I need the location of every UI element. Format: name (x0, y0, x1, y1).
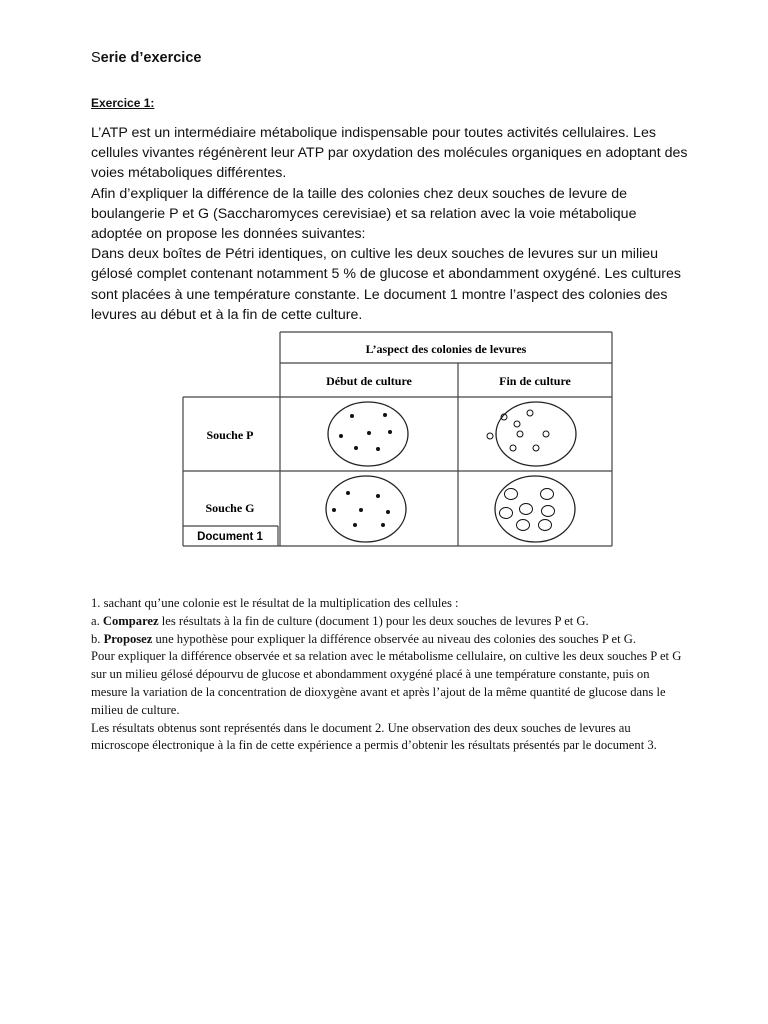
document-label: Document 1 (197, 531, 263, 543)
row-label-souche-g: Souche G (205, 501, 255, 515)
question-1b (91, 631, 683, 649)
question-1-intro: 1. sachant qu’une colonie est le résultat de la multiplication des cellules : (91, 596, 459, 610)
page-title (91, 50, 201, 66)
question-1b-prefix: b. (91, 631, 104, 646)
question-1a-prefix: a. (91, 613, 103, 628)
petri-dish-g-end (495, 476, 575, 542)
question-1a-verb: Comparez (102, 613, 159, 628)
results-paragraph: Les résultats obtenus sont représentés dans le document 2. Une observation des deux souches de levures au microscope électronique à la fin de cette expérience a permis d’obtenir les résultats présentés par le document 3. (91, 720, 657, 753)
figure-table-title: L’aspect des colonies de levures (365, 342, 527, 356)
column-header-start: Début de culture (326, 374, 412, 388)
question-1b-verb: Proposez (103, 631, 153, 646)
petri-dish-p-start (328, 402, 408, 466)
intro-text (91, 123, 691, 325)
intro-paragraph: Afin d’expliquer la différence de la taille des colonies chez deux souches de levure de boulangerie P et G (Saccharomyces cerevisiae) et sa relation avec la voie métabolique adoptée on propose les données suivantes: (91, 185, 637, 243)
questions-section (91, 595, 683, 755)
petri-dish-p-end (487, 402, 576, 466)
question-1a (91, 613, 683, 631)
row-label-souche-p: Souche P (206, 428, 254, 442)
question-1a-text: les résultats à la fin de culture (document 1) pour les deux souches de levures P et G. (158, 613, 589, 628)
question-1b-text: une hypothèse pour expliquer la différence observée au niveau des colonies des souches P et G. (152, 631, 636, 646)
experiment-paragraph: Pour expliquer la différence observée et sa relation avec le métabolisme cellulaire, on cultive les deux souches P et G sur un milieu gélosé dépourvu de glucose et abondamment oxygéné placé à une température constante, puis on mesure la variation de la concentration de dioxygène avant et après l’ajout de la même quantité de glucose dans le milieu de culture. (91, 649, 682, 717)
exercise-heading: Exercice 1: (91, 96, 155, 110)
intro-paragraph: L’ATP est un intermédiaire métabolique indispensable pour toutes activités cellulaires. Les cellules vivantes régénèrent leur ATP par oxydation des molécules organiques en adoptant des voies métaboliques différentes. (91, 125, 688, 182)
document-1-figure (180, 328, 616, 548)
petri-dish-g-start (326, 476, 406, 542)
column-header-end: Fin de culture (499, 374, 571, 388)
intro-paragraph: Dans deux boîtes de Pétri identiques, on cultive les deux souches de levures sur un milieu gélosé complet contenant notamment 5 % de glucose et abondamment oxygéné. Les cultures sont placées à une température constante. Le document 1 montre l’aspect des colonies des levures au début et à la fin de cette culture. (91, 246, 681, 323)
title-first-letter: S (91, 50, 101, 66)
title-rest: erie d’exercice (100, 50, 202, 66)
